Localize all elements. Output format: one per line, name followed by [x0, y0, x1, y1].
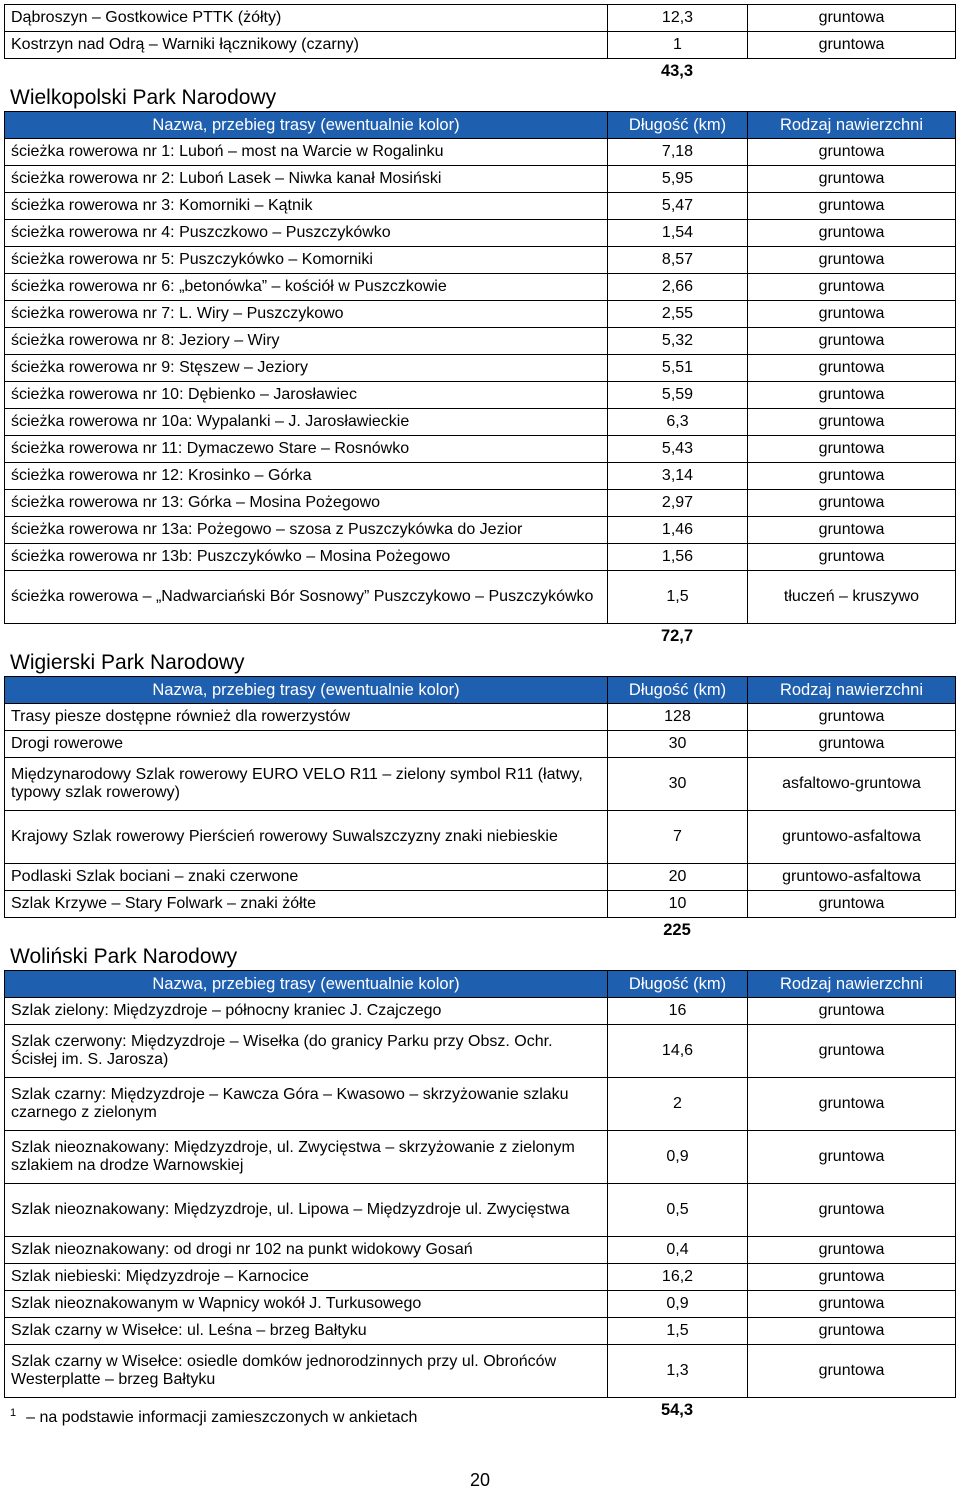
- cell-surface: gruntowa: [748, 139, 956, 166]
- table-row: [5, 436, 956, 463]
- table-row: [5, 811, 956, 864]
- cell-surface: gruntowa: [748, 247, 956, 274]
- cell-length: 128: [608, 704, 748, 731]
- cell-name: Dąbroszyn – Gostkowice PTTK (żółty): [5, 5, 608, 32]
- cell-length: 0,4: [608, 1237, 748, 1264]
- cell-surface: gruntowa: [748, 1291, 956, 1318]
- cell-length: 12,3: [608, 5, 748, 32]
- table-wielkopolski: [4, 111, 956, 624]
- cell-surface: gruntowa: [748, 1025, 956, 1078]
- total-row-wigierski: [4, 918, 956, 944]
- table-wolinski: [4, 970, 956, 1398]
- table-row: [5, 490, 956, 517]
- table-header-row: [5, 971, 956, 998]
- header-surface: Rodzaj nawierzchni: [748, 677, 956, 704]
- cell-name: ścieżka rowerowa nr 13a: Pożegowo – szosa z Puszczykówka do Jezior: [5, 517, 608, 544]
- cell-surface: gruntowa: [748, 1078, 956, 1131]
- cell-name: ścieżka rowerowa nr 4: Puszczkowo – Puszczykówko: [5, 220, 608, 247]
- cell-name: ścieżka rowerowa nr 10a: Wypalanki – J. Jarosławieckie: [5, 409, 608, 436]
- cell-length: 2,66: [608, 274, 748, 301]
- table-row: [5, 166, 956, 193]
- table-row: [5, 1025, 956, 1078]
- header-name: Nazwa, przebieg trasy (ewentualnie kolor): [5, 971, 608, 998]
- cell-length: 1,56: [608, 544, 748, 571]
- cell-surface: gruntowa: [748, 1131, 956, 1184]
- table-row: [5, 1318, 956, 1345]
- cell-length: 0,9: [608, 1291, 748, 1318]
- cell-length: 10: [608, 891, 748, 918]
- table-row: [5, 139, 956, 166]
- header-length: Długość (km): [608, 112, 748, 139]
- cell-name: ścieżka rowerowa nr 9: Stęszew – Jeziory: [5, 355, 608, 382]
- table-header-row: [5, 677, 956, 704]
- cell-length: 5,51: [608, 355, 748, 382]
- cell-surface: tłuczeń – kruszywo: [748, 571, 956, 624]
- cell-name: ścieżka rowerowa nr 12: Krosinko – Górka: [5, 463, 608, 490]
- cell-length: 1,54: [608, 220, 748, 247]
- cell-name: Szlak czarny: Międzyzdroje – Kawcza Góra – Kwasowo – skrzyżowanie szlaku czarnego z zielonym: [5, 1078, 608, 1131]
- table-row: [5, 517, 956, 544]
- cell-length: 6,3: [608, 409, 748, 436]
- cell-length: 1,5: [608, 571, 748, 624]
- cell-name: Szlak nieoznakowanym w Wapnicy wokół J. Turkusowego: [5, 1291, 608, 1318]
- cell-surface: gruntowa: [748, 382, 956, 409]
- cell-name: ścieżka rowerowa nr 2: Luboń Lasek – Niwka kanał Mosiński: [5, 166, 608, 193]
- cell-length: 2,55: [608, 301, 748, 328]
- table-row: [5, 193, 956, 220]
- total-row-wielkopolski: [4, 624, 956, 650]
- cell-surface: gruntowa: [748, 998, 956, 1025]
- cell-length: 16,2: [608, 1264, 748, 1291]
- table-row: [5, 328, 956, 355]
- cell-surface: gruntowa: [748, 5, 956, 32]
- table-row: [5, 998, 956, 1025]
- table-row: [5, 247, 956, 274]
- cell-surface: gruntowa: [748, 328, 956, 355]
- cell-name: Szlak nieoznakowany: Międzyzdroje, ul. Lipowa – Międzyzdroje ul. Zwycięstwa: [5, 1184, 608, 1237]
- cell-length: 5,47: [608, 193, 748, 220]
- cell-name: Kostrzyn nad Odrą – Warniki łącznikowy (czarny): [5, 32, 608, 59]
- header-surface: Rodzaj nawierzchni: [748, 112, 956, 139]
- cell-length: 1: [608, 32, 748, 59]
- cell-name: ścieżka rowerowa nr 6: „betonówka” – kościół w Puszczkowie: [5, 274, 608, 301]
- table-row: [5, 274, 956, 301]
- cell-surface: gruntowa: [748, 166, 956, 193]
- table-row: [5, 864, 956, 891]
- cell-name: ścieżka rowerowa nr 1: Luboń – most na Warcie w Rogalinku: [5, 139, 608, 166]
- cell-surface: gruntowa: [748, 193, 956, 220]
- cell-name: ścieżka rowerowa nr 11: Dymaczewo Stare – Rosnówko: [5, 436, 608, 463]
- table-row: [5, 5, 956, 32]
- cell-surface: gruntowa: [748, 891, 956, 918]
- cell-name: ścieżka rowerowa nr 5: Puszczykówko – Komorniki: [5, 247, 608, 274]
- table-row: [5, 32, 956, 59]
- cell-surface: gruntowa: [748, 1237, 956, 1264]
- cell-name: ścieżka rowerowa nr 3: Komorniki – Kątnik: [5, 193, 608, 220]
- cell-length: 3,14: [608, 463, 748, 490]
- cell-length: 5,32: [608, 328, 748, 355]
- cell-name: ścieżka rowerowa – „Nadwarciański Bór Sosnowy” Puszczykowo – Puszczykówko: [5, 571, 608, 624]
- cell-length: 0,9: [608, 1131, 748, 1184]
- table-row: [5, 382, 956, 409]
- table-row: [5, 355, 956, 382]
- total-top: 43,3: [660, 62, 694, 80]
- cell-name: Szlak niebieski: Międzyzdroje – Karnocice: [5, 1264, 608, 1291]
- cell-name: ścieżka rowerowa nr 13b: Puszczykówko – Mosina Pożegowo: [5, 544, 608, 571]
- cell-name: ścieżka rowerowa nr 10: Dębienko – Jarosławiec: [5, 382, 608, 409]
- cell-name: ścieżka rowerowa nr 8: Jeziory – Wiry: [5, 328, 608, 355]
- cell-name: Podlaski Szlak bociani – znaki czerwone: [5, 864, 608, 891]
- table-row: [5, 301, 956, 328]
- cell-name: Trasy piesze dostępne również dla rowerzystów: [5, 704, 608, 731]
- table-wigierski: [4, 676, 956, 918]
- cell-name: Szlak czerwony: Międzyzdroje – Wisełka (do granicy Parku przy Obsz. Ochr. Ścisłej im. S. Jarosza): [5, 1025, 608, 1078]
- cell-surface: gruntowa: [748, 463, 956, 490]
- total-row-wolinski: [4, 1398, 956, 1424]
- cell-length: 5,59: [608, 382, 748, 409]
- header-length: Długość (km): [608, 677, 748, 704]
- cell-surface: gruntowo-asfaltowa: [748, 864, 956, 891]
- section-title-wielkopolski: Wielkopolski Park Narodowy: [10, 86, 277, 109]
- cell-surface: gruntowo-asfaltowa: [748, 811, 956, 864]
- cell-length: 2,97: [608, 490, 748, 517]
- footnote-marker: 1: [10, 1407, 17, 1419]
- cell-surface: gruntowa: [748, 32, 956, 59]
- cell-surface: gruntowa: [748, 1345, 956, 1398]
- cell-length: 7: [608, 811, 748, 864]
- header-surface: Rodzaj nawierzchni: [748, 971, 956, 998]
- table-row: [5, 758, 956, 811]
- table-row: [5, 409, 956, 436]
- cell-length: 5,43: [608, 436, 748, 463]
- cell-length: 1,5: [608, 1318, 748, 1345]
- header-name: Nazwa, przebieg trasy (ewentualnie kolor): [5, 677, 608, 704]
- cell-length: 0,5: [608, 1184, 748, 1237]
- total-wigierski: 225: [663, 921, 691, 939]
- footnote-text: – na podstawie informacji zamieszczonych w ankietach: [26, 1409, 418, 1426]
- cell-name: Szlak czarny w Wisełce: osiedle domków jednorodzinnych przy ul. Obrońców Westerplatte – brzeg Bałtyku: [5, 1345, 608, 1398]
- page-number: 20: [469, 1470, 491, 1490]
- table-row: [5, 1131, 956, 1184]
- cell-surface: gruntowa: [748, 1318, 956, 1345]
- cell-name: Szlak nieoznakowany: Międzyzdroje, ul. Zwycięstwa – skrzyżowanie z zielonym szlakiem na drodze Warnowskiej: [5, 1131, 608, 1184]
- cell-surface: gruntowa: [748, 731, 956, 758]
- document-page: [4, 4, 956, 1426]
- cell-surface: gruntowa: [748, 301, 956, 328]
- cell-surface: gruntowa: [748, 220, 956, 247]
- table-row: [5, 1078, 956, 1131]
- cell-length: 1,3: [608, 1345, 748, 1398]
- total-wielkopolski: 72,7: [660, 627, 694, 645]
- total-wolinski: 54,3: [660, 1401, 694, 1419]
- cell-surface: gruntowa: [748, 409, 956, 436]
- cell-name: Szlak zielony: Międzyzdroje – północny kraniec J. Czajczego: [5, 998, 608, 1025]
- cell-name: Drogi rowerowe: [5, 731, 608, 758]
- table-row: [5, 1237, 956, 1264]
- cell-length: 5,95: [608, 166, 748, 193]
- table-row: [5, 544, 956, 571]
- table-row: [5, 1291, 956, 1318]
- table-row: [5, 891, 956, 918]
- cell-length: 2: [608, 1078, 748, 1131]
- table-row: [5, 1345, 956, 1398]
- cell-length: 8,57: [608, 247, 748, 274]
- table-row: [5, 1264, 956, 1291]
- cell-name: Szlak czarny w Wisełce: ul. Leśna – brzeg Bałtyku: [5, 1318, 608, 1345]
- section-title-wigierski: Wigierski Park Narodowy: [10, 651, 245, 674]
- header-name: Nazwa, przebieg trasy (ewentualnie kolor): [5, 112, 608, 139]
- cell-name: Krajowy Szlak rowerowy Pierścień rowerowy Suwalszczyzny znaki niebieskie: [5, 811, 608, 864]
- cell-surface: gruntowa: [748, 704, 956, 731]
- cell-name: Szlak nieoznakowany: od drogi nr 102 na punkt widokowy Gosań: [5, 1237, 608, 1264]
- total-row-top: [4, 59, 956, 85]
- table-row: [5, 220, 956, 247]
- cell-length: 30: [608, 758, 748, 811]
- cell-surface: gruntowa: [748, 274, 956, 301]
- cell-surface: gruntowa: [748, 355, 956, 382]
- table-row: [5, 571, 956, 624]
- table-row: [5, 1184, 956, 1237]
- cell-name: Międzynarodowy Szlak rowerowy EURO VELO R11 – zielony symbol R11 (łatwy, typowy szlak rowerowy): [5, 758, 608, 811]
- cell-name: ścieżka rowerowa nr 7: L. Wiry – Puszczykowo: [5, 301, 608, 328]
- table-row: [5, 463, 956, 490]
- cell-surface: gruntowa: [748, 517, 956, 544]
- cell-surface: gruntowa: [748, 436, 956, 463]
- table-header-row: [5, 112, 956, 139]
- cell-length: 16: [608, 998, 748, 1025]
- cell-surface: asfaltowo-gruntowa: [748, 758, 956, 811]
- cell-surface: gruntowa: [748, 544, 956, 571]
- cell-surface: gruntowa: [748, 490, 956, 517]
- cell-length: 14,6: [608, 1025, 748, 1078]
- cell-name: ścieżka rowerowa nr 13: Górka – Mosina Pożegowo: [5, 490, 608, 517]
- cell-surface: gruntowa: [748, 1184, 956, 1237]
- cell-length: 20: [608, 864, 748, 891]
- section-title-wolinski: Woliński Park Narodowy: [10, 945, 238, 968]
- cell-name: Szlak Krzywe – Stary Folwark – znaki żółte: [5, 891, 608, 918]
- table-row: [5, 731, 956, 758]
- cell-length: 30: [608, 731, 748, 758]
- table-row: [5, 704, 956, 731]
- cell-length: 7,18: [608, 139, 748, 166]
- cell-surface: gruntowa: [748, 1264, 956, 1291]
- table-top: [4, 4, 956, 59]
- cell-length: 1,46: [608, 517, 748, 544]
- header-length: Długość (km): [608, 971, 748, 998]
